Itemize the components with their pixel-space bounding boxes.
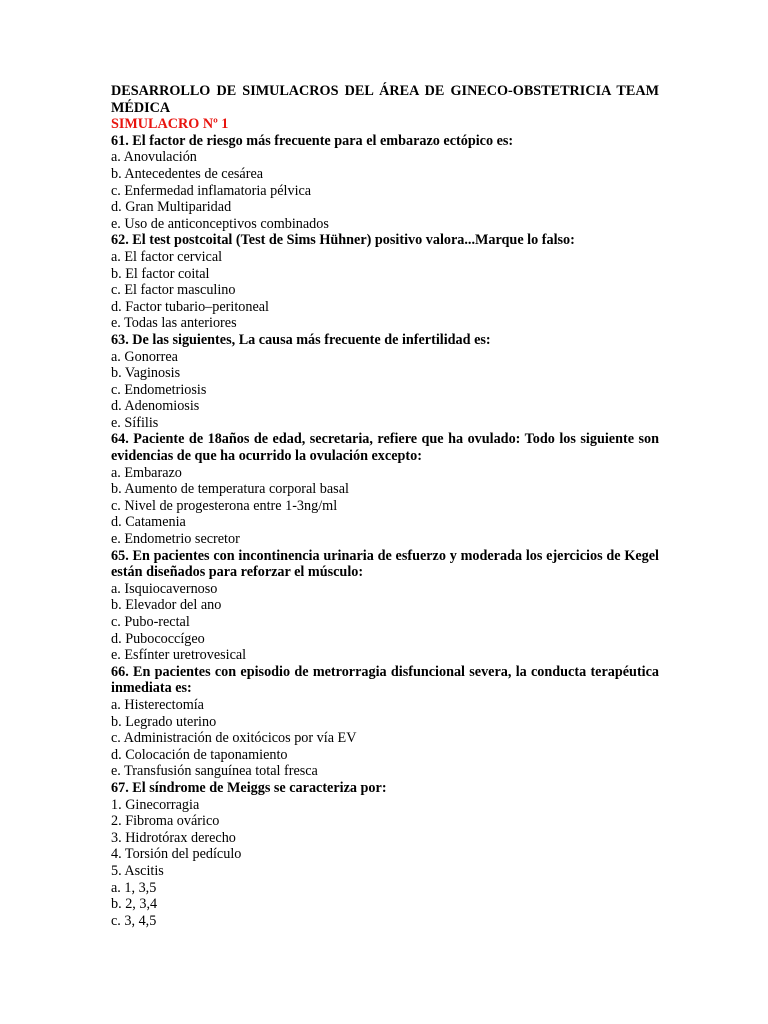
document-title-line2: MÉDICA: [111, 99, 171, 116]
question-text-line2: están diseñados para reforzar el músculo:: [111, 564, 364, 581]
question-text-line1: 64. Paciente de 18años de edad, secretaria, refiere que ha ovulado: Todo los siguiente son: [111, 431, 659, 448]
option-item: d. Colocación de taponamiento: [111, 746, 288, 763]
option-item: d. Catamenia: [111, 514, 186, 531]
option-item: b. Vaginosis: [111, 365, 181, 382]
option-item: a. Anovulación: [111, 149, 197, 166]
option-item: c. Nivel de progesterona entre 1-3ng/ml: [111, 497, 338, 514]
option-item: e. Endometrio secretor: [111, 531, 240, 548]
option-item: c. Administración de oxitócicos por vía EV: [111, 730, 357, 747]
option-item: 1. Ginecorragia: [111, 796, 200, 813]
question-text: 63. De las siguientes, La causa más frecuente de infertilidad es:: [111, 331, 491, 348]
option-item: b. Antecedentes de cesárea: [111, 165, 264, 182]
question-text-line2: inmediata es:: [111, 680, 192, 697]
option-item: b. Aumento de temperatura corporal basal: [111, 481, 349, 498]
option-item: 3. Hidrotórax derecho: [111, 829, 236, 846]
document-title: [111, 83, 659, 116]
option-item: a. Gonorrea: [111, 348, 178, 365]
question-text: [111, 431, 659, 464]
question-64: [111, 431, 659, 547]
option-item: 5. Ascitis: [111, 862, 164, 879]
document-title-line1: DESARROLLO DE SIMULACROS DEL ÁREA DE GINECO-OBSTETRICIA TEAM: [111, 83, 659, 99]
option-item: 4. Torsión del pedículo: [111, 846, 242, 863]
question-63: [111, 332, 659, 432]
option-item: b. Legrado uterino: [111, 713, 217, 730]
option-item: e. Todas las anteriores: [111, 315, 237, 332]
option-item: a. 1, 3,5: [111, 879, 157, 896]
option-item: c. El factor masculino: [111, 282, 236, 299]
question-65: [111, 548, 659, 664]
option-item: d. Adenomiosis: [111, 398, 200, 415]
question-text: 67. El síndrome de Meiggs se caracteriza por:: [111, 779, 387, 796]
option-item: b. 2, 3,4: [111, 896, 158, 913]
option-item: a. Histerectomía: [111, 696, 204, 713]
question-61: [111, 133, 659, 233]
option-item: c. Pubo-rectal: [111, 614, 190, 630]
question-text: [111, 664, 659, 697]
question-66: [111, 664, 659, 780]
option-item: e. Sífilis: [111, 414, 159, 431]
option-item: d. Pubococcígeo: [111, 630, 205, 647]
option-item: a. Embarazo: [111, 464, 182, 481]
option-item: 2. Fibroma ovárico: [111, 813, 220, 830]
document-page: [111, 83, 659, 929]
question-text: 61. El factor de riesgo más frecuente para el embarazo ectópico es:: [111, 132, 514, 149]
question-text: 62. El test postcoital (Test de Sims Hühner) positivo valora...Marque lo falso:: [111, 232, 575, 249]
option-item: e. Transfusión sanguínea total fresca: [111, 763, 318, 780]
question-text-line1: 65. En pacientes con incontinencia urinaria de esfuerzo y moderada los ejercicios de Kegel: [111, 547, 659, 564]
question-text: [111, 548, 659, 581]
option-item: c. Endometriosis: [111, 381, 207, 398]
question-text-line1: 66. En pacientes con episodio de metrorragia disfuncional severa, la conducta terapéutica: [111, 663, 659, 680]
option-item: e. Uso de anticonceptivos combinados: [111, 215, 329, 232]
option-item: d. Factor tubario–peritoneal: [111, 298, 269, 315]
simulacro-subtitle: SIMULACRO Nº 1: [111, 116, 229, 133]
option-item: a. El factor cervical: [111, 248, 223, 265]
question-62: [111, 232, 659, 332]
option-item: c. 3, 4,5: [111, 912, 157, 929]
option-item: b. El factor coital: [111, 265, 210, 282]
option-item: c. Enfermedad inflamatoria pélvica: [111, 182, 312, 199]
option-item: e. Esfínter uretrovesical: [111, 647, 247, 664]
option-item: a. Isquiocavernoso: [111, 580, 218, 597]
option-item: d. Gran Multiparidad: [111, 199, 232, 216]
question-67: [111, 780, 659, 929]
question-text-line2: evidencias de que ha ocurrido la ovulación excepto:: [111, 448, 422, 465]
option-item: b. Elevador del ano: [111, 597, 222, 614]
